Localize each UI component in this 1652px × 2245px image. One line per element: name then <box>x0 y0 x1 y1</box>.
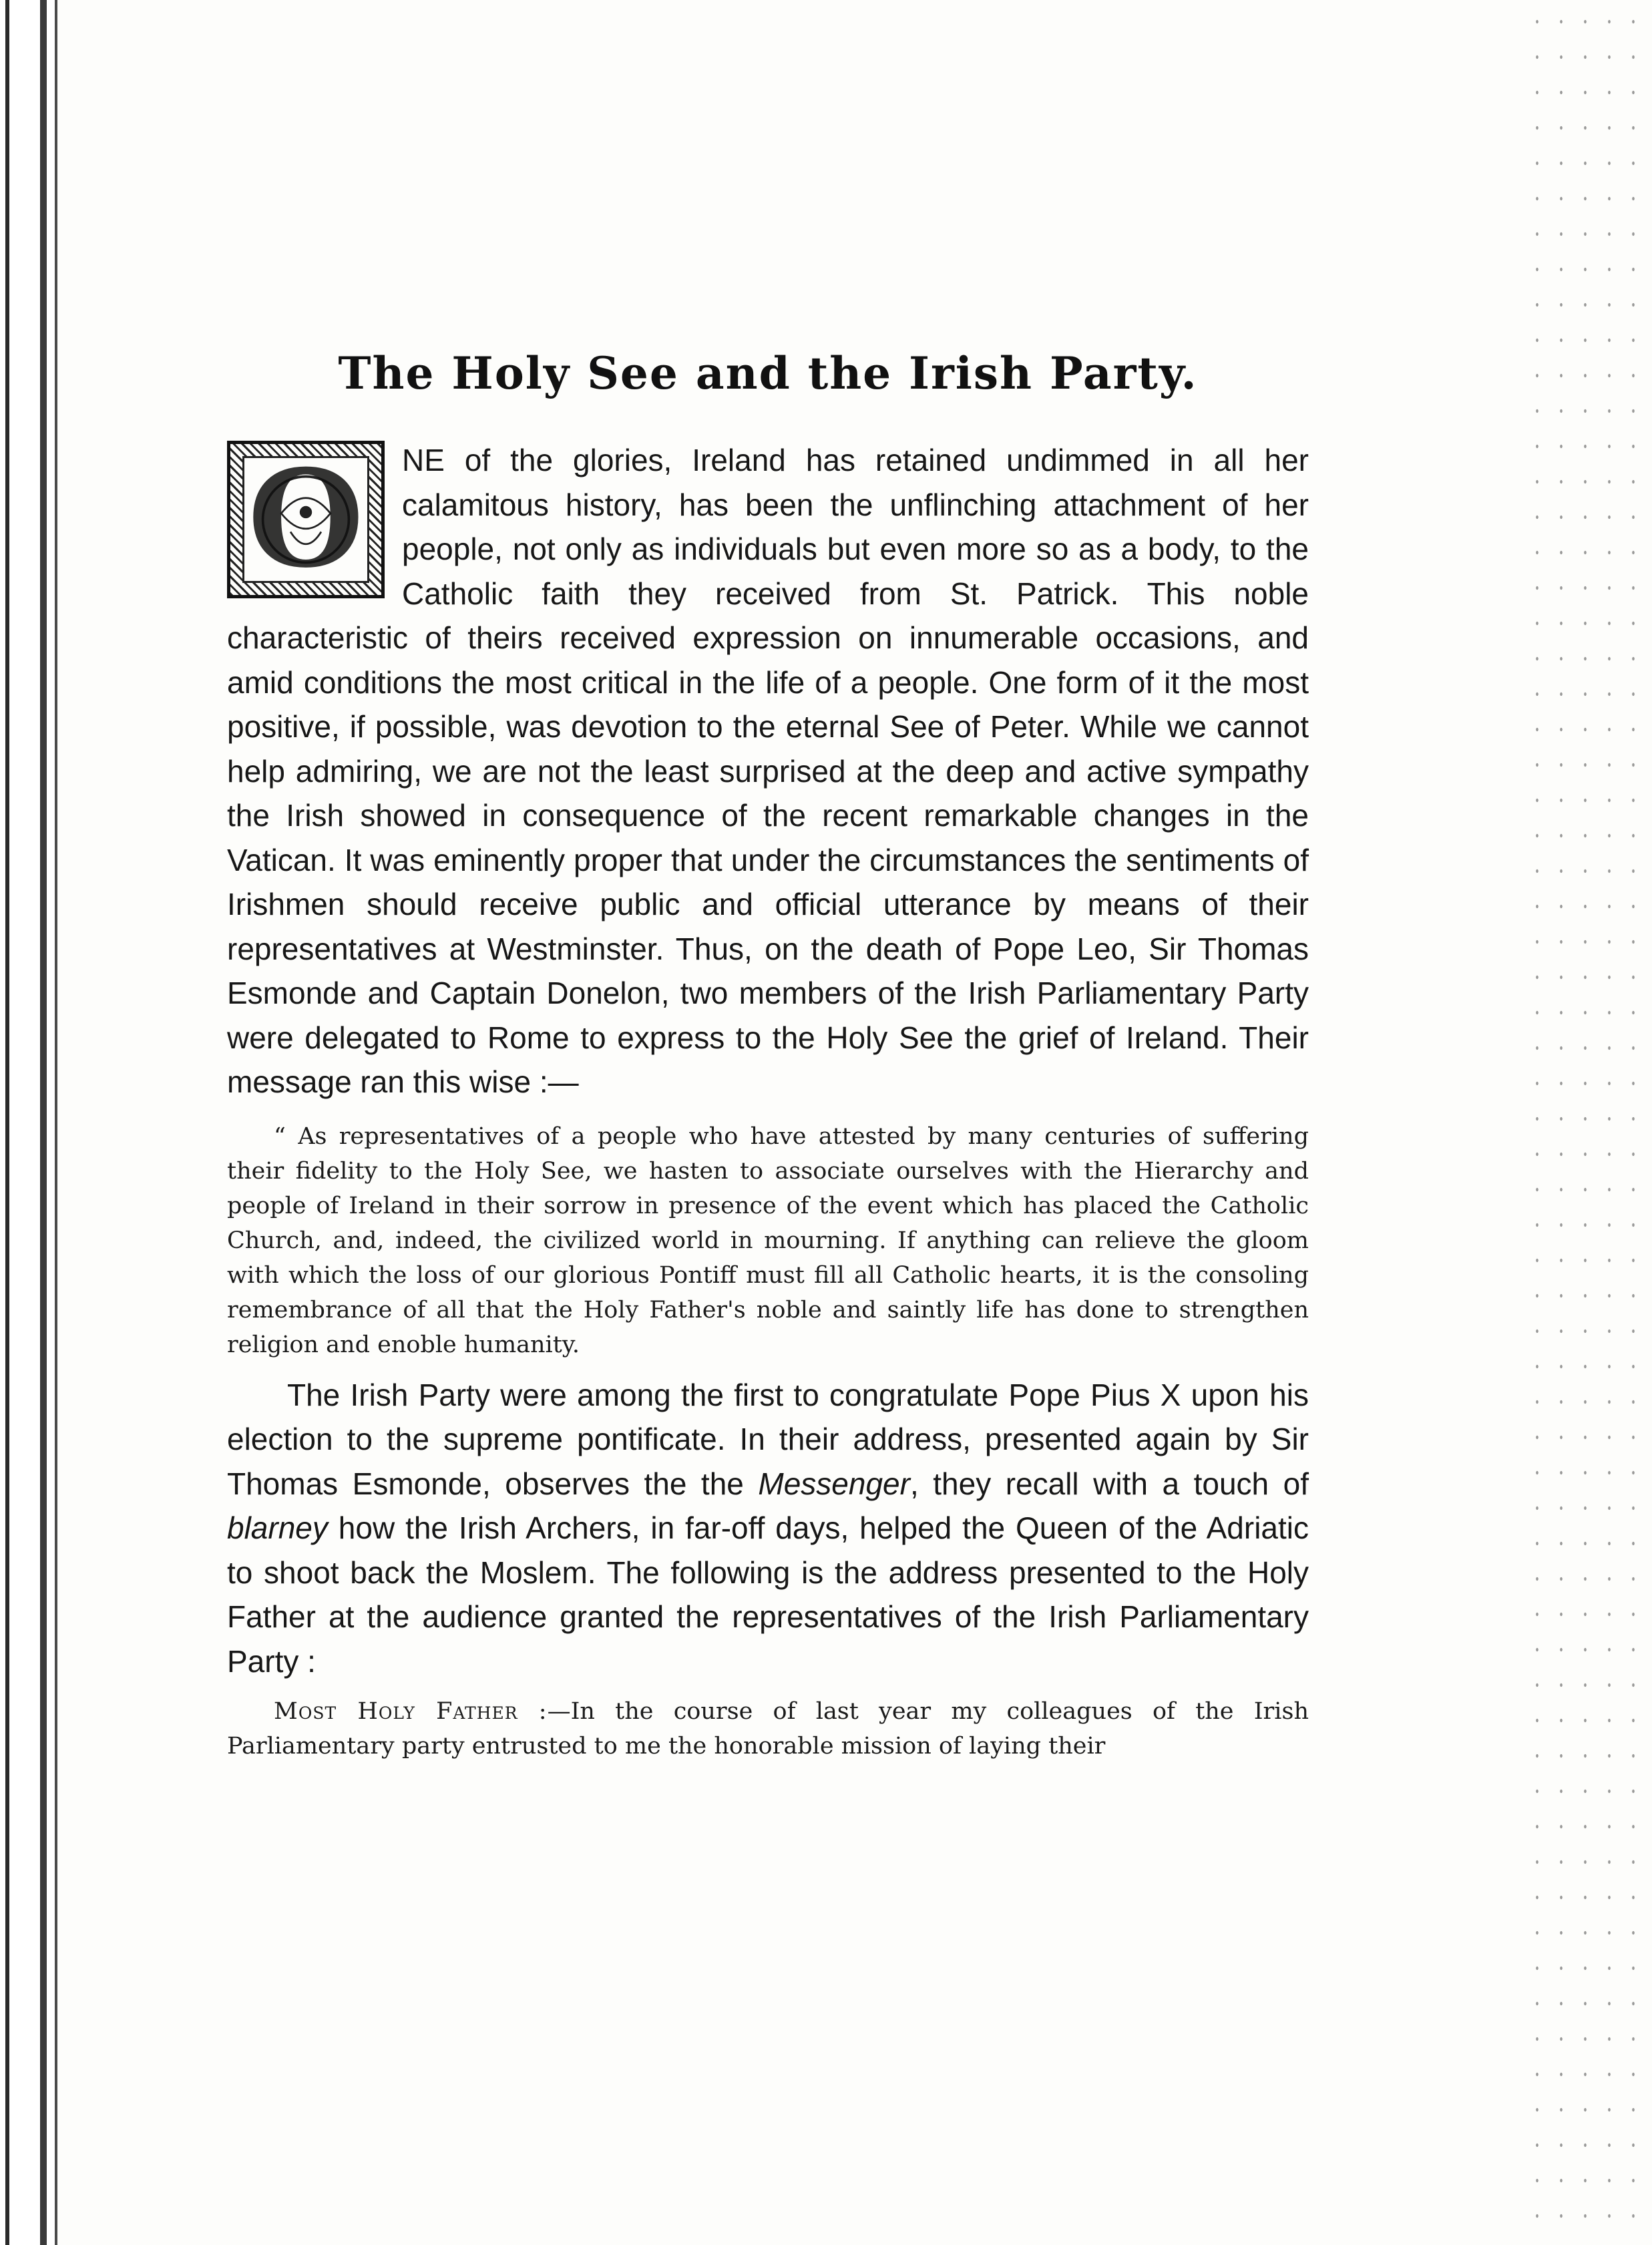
para2-text-c: how the Irish Archers, in far-off days, helped the Queen of the Adriatic to shoot back the Moslem. The following is the address presented to the Holy Father at the audience granted the representatives of the Irish Parliamentary Party : <box>227 1510 1309 1679</box>
opening-paragraph: NE of the glories, Ireland has retained undimmed in all her calamitous history, has been the unflinching attachment of her people, not only as individuals but even more so as a body, to the Catholic faith they received from St. Patrick. This noble characteristic of theirs received expression on innumerable occasions, and amid conditions the most critical in the life of a people. One form of it the most positive, if possible, was devotion to the eternal See of Peter. While we cannot help admiring, we are not the least surprised at the deep and active sympathy the Irish showed in consequence of the recent remarkable changes in the Vatican. It was eminently proper that under the circumstances the sentiments of Irishmen should receive public and official utterance by means of their representatives at Westminster. Thus, on the death of Pope Leo, Sir Thomas Esmonde and Captain Donelon, two members of the Irish Parliamentary Party were delegated to Rome to express to the Holy See the grief of Ireland. Their message ran this wise :— <box>227 443 1309 1099</box>
address-salutation: Most Holy Father : <box>274 1698 548 1725</box>
lead-paragraph-block <box>227 438 1309 1104</box>
condolence-quote: “ As representatives of a people who have attested by many centuries of suffering their fidelity to the Holy See, we hasten to associate ourselves with the Hierarchy and people of Ireland in their sorrow in presence of the event which has placed the Catholic Church, and, indeed, the civilized world in mourning. If anything can relieve the gloom with which the loss of our glorious Pontiff must fill all Catholic hearts, it is the consoling remembrance of all that the Holy Father's noble and saintly life has done to strengthen religion and enoble humanity. <box>227 1122 1309 1358</box>
address-text: —In the course of last year my colleagues of the Irish Parliamentary party entrusted to me the honorable mission of laying their <box>227 1698 1309 1760</box>
dropcap-frame <box>242 441 369 598</box>
ornamental-dropcap <box>227 441 385 598</box>
article-title: The Holy See and the Irish Party. <box>338 347 1198 399</box>
blarney-italic: blarney <box>227 1510 328 1545</box>
article-page <box>227 347 1309 1764</box>
messenger-italic: Messenger <box>758 1466 910 1501</box>
scan-speckle-margin <box>1518 0 1652 2245</box>
para2-text-a: The Irish Party were among the first to congratulate Pope Pius X upon his election to the supreme pontificate. In their address, presented again by Sir Thomas Esmonde, observes the the <box>227 1377 1309 1501</box>
scan-binding-edge <box>0 0 73 2245</box>
para2-text-b: , they recall with a touch of <box>909 1466 1309 1501</box>
second-paragraph <box>227 1373 1309 1684</box>
address-opening <box>227 1694 1309 1764</box>
dropcap-letter: O <box>247 441 365 598</box>
